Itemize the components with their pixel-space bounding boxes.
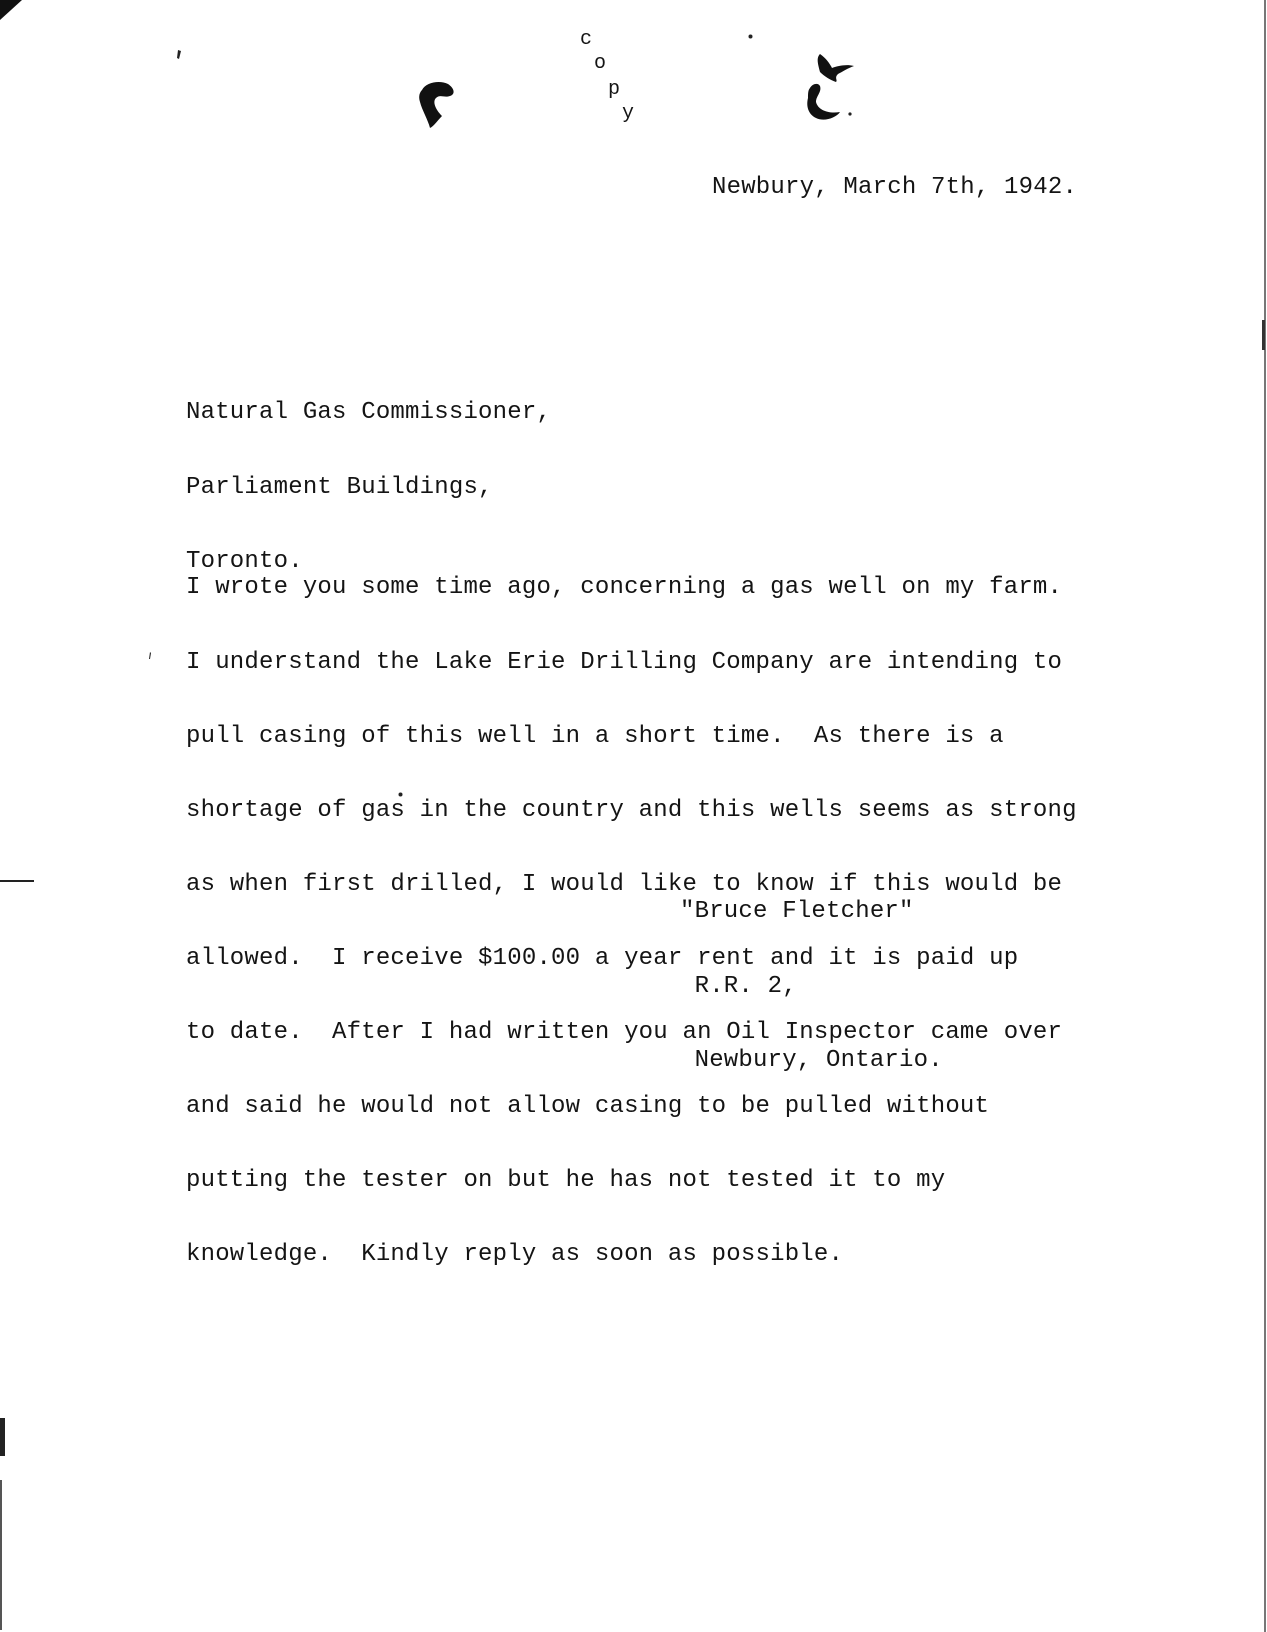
copy-stamp-letter-c: c <box>580 28 593 51</box>
body-line: and said he would not allow casing to be pulled without <box>186 1093 990 1121</box>
signature-town: Newbury, Ontario. <box>680 1046 943 1074</box>
corner-mark-icon <box>0 0 24 24</box>
body-line: knowledge. Kindly reply as soon as possible. <box>186 1241 844 1269</box>
ink-speck-icon <box>398 792 403 797</box>
binder-hole-blot-right-icon <box>802 52 858 124</box>
scan-edge-mark <box>0 1480 2 1630</box>
body-line: shortage of gas in the country and this wells seems as strong <box>186 796 1077 824</box>
addressee-line-city: Toronto. <box>186 547 303 575</box>
ink-speck-icon <box>148 652 152 660</box>
scan-edge-mark <box>1262 320 1265 350</box>
body-line: to date. After I had written you an Oil Inspector came over <box>186 1019 1063 1047</box>
copy-stamp-letter-o: o <box>594 52 607 75</box>
body-line: allowed. I receive $100.00 a year rent and it is paid up <box>186 944 1019 972</box>
scan-edge-mark <box>0 880 34 882</box>
date-line: Newbury, March 7th, 1942. <box>712 174 1078 201</box>
ink-speck-icon <box>176 50 182 60</box>
letter-body <box>186 527 1077 1318</box>
ink-speck-icon <box>748 34 753 39</box>
addressee-line-building: Parliament Buildings, <box>186 473 493 501</box>
scan-edge-mark <box>0 1418 5 1456</box>
signature-route: R.R. 2, <box>680 972 797 1000</box>
copy-stamp-letter-p: p <box>608 78 621 101</box>
body-line: I understand the Lake Erie Drilling Company are intending to <box>186 648 1063 676</box>
body-line: I wrote you some time ago, concerning a gas well on my farm. <box>186 574 1063 602</box>
body-line: pull casing of this well in a short time. As there is a <box>186 722 1004 750</box>
copy-stamp-letter-y: y <box>622 102 635 125</box>
body-line: putting the tester on but he has not tested it to my <box>186 1167 946 1195</box>
signature-block <box>680 851 943 1123</box>
addressee-line-title: Natural Gas Commissioner, <box>186 399 552 427</box>
signature-name: "Bruce Fletcher" <box>680 898 914 926</box>
body-line: as when first drilled, I would like to know if this would be <box>186 870 1063 898</box>
binder-hole-blot-left-icon <box>418 80 458 130</box>
scan-edge-mark <box>1264 0 1266 1632</box>
